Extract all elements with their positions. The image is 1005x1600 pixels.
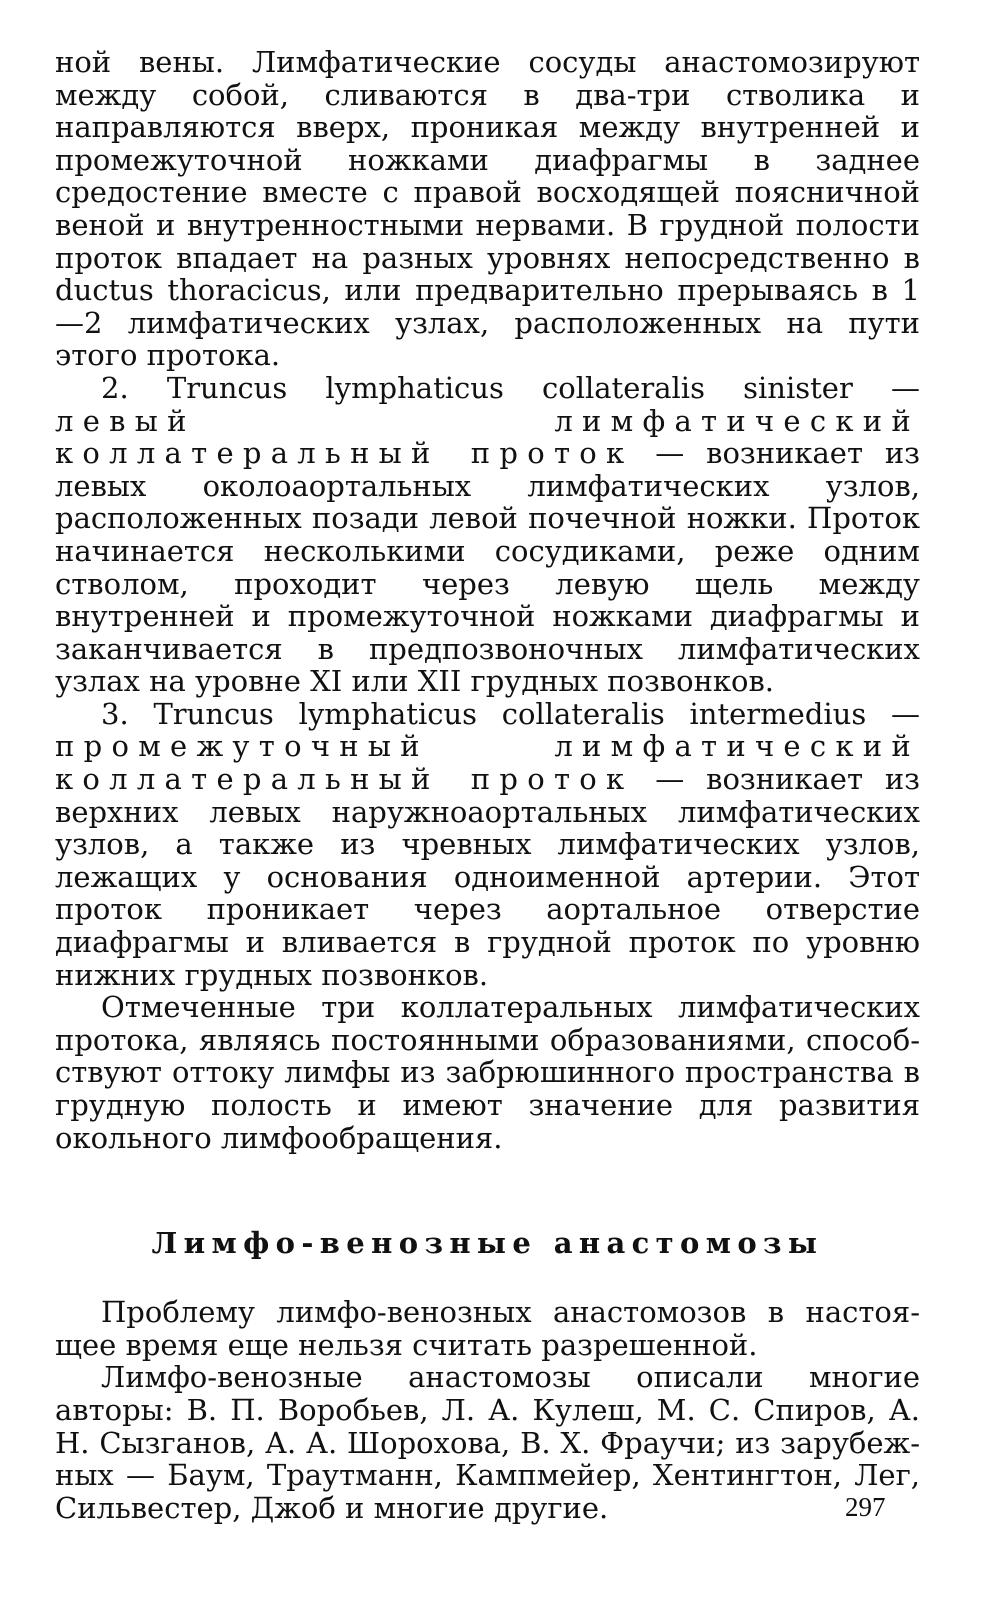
list-item-left-collateral-duct	[55, 372, 920, 698]
paragraph-summary: Отмеченные три коллатеральных лимфатических протока, являясь постоянными образованиями, способствуют оттоку лимфы из забрюшинного пространства в грудную полость и имеют значение для развития окольного лимфообращения.	[55, 990, 920, 1155]
spaced-term: левый лимфатический коллатеральный проток	[55, 403, 920, 471]
page-number: 297	[845, 1492, 886, 1522]
item-text: — возникает из левых околоаортальных лимфатических узлов, расположенных позади левой почечной ножки. Проток начинается несколькими сосудиками, реже одним стволом, проходит через левую щель между внутренней и промежуточной ножками диафрагмы и заканчивается в предпозвоночных лимфатических узлах на уровне XI или XII грудных позвонков.	[55, 436, 920, 699]
paragraph-problem: Проблему лимфо-венозных анастомозов в настоящее время еще нельзя считать разрешенной.	[55, 1295, 920, 1362]
latin-term: 2. Truncus lymphaticus collateralis sinister —	[101, 370, 920, 405]
item-text: — возникает из верхних левых наружноаортальных лимфатических узлов, а также из чревных лимфатических узлов, лежащих у основания одноименной артерии. Этот проток проникает через аортальное отверстие диафрагмы и вливается в грудной проток по уровню нижних грудных позвонков.	[55, 762, 920, 992]
paragraph-continuation: ной вены. Лимфатические сосуды анастомозируют между собой, сливаются в два-три стволика и направляются вверх, проникая между внутренней и промежуточной ножками диафрагмы в заднее средостение вместе с правой восходящей поясничной веной и внутренностными нервами. В грудной полости проток впадает на разных уровнях непосредственно в ductus thoracicus, или предварительно прерываясь в 1—2 лимфатических узлах, расположенных на пути этого протока.	[55, 45, 920, 373]
section-heading: Лимфо-венозные анастомозы	[151, 1226, 824, 1261]
paragraph-authors: Лимфо-венозные анастомозы описали многие авторы: В. П. Воробьев, Л. А. Кулеш, М. С. Спиров, А. Н. Сызганов, А. А. Шорохова, В. Х. Фраучи; из зарубежных — Баум, Траутманн, Кампмейер, Хентингтон, Лег, Сильвестер, Джоб и многие другие.	[55, 1360, 920, 1525]
spaced-term: промежуточный лимфатический коллатеральный проток	[55, 729, 920, 797]
list-item-intermediate-collateral-duct	[55, 698, 920, 991]
page-body	[55, 46, 920, 1524]
latin-term: 3. Truncus lymphaticus collateralis intermedius —	[101, 696, 920, 731]
